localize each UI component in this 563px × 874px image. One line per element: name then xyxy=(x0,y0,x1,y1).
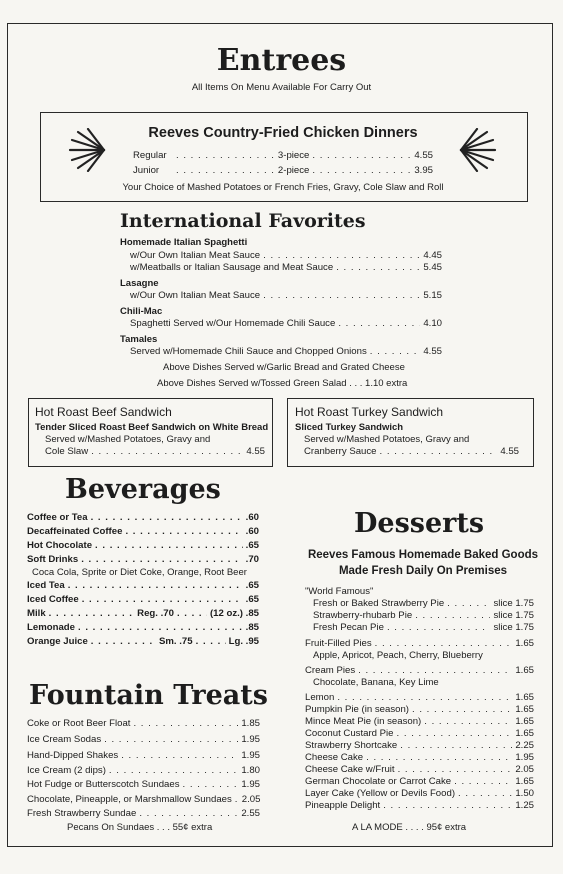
dessert-row xyxy=(305,776,534,787)
entrees-title: Entrees xyxy=(216,43,347,78)
lasagne-title: Lasagne xyxy=(120,278,159,289)
item-price: 5.45 xyxy=(423,262,442,273)
item-name: Strawberry Shortcake xyxy=(305,740,398,751)
roast-beef-line-1: Tender Sliced Roast Beef Sandwich on White Bread xyxy=(35,422,269,433)
carry-out-note: All Items On Menu Available For Carry Out xyxy=(191,82,372,93)
fountain-row xyxy=(27,779,260,790)
spaghetti-row-2 xyxy=(130,262,442,273)
item-name: German Chocolate or Carrot Cake xyxy=(305,776,452,787)
chicken-title: Reeves Country-Fried Chicken Dinners xyxy=(148,125,418,141)
item-price: 4.10 xyxy=(423,318,442,329)
item-name: Orange Juice xyxy=(27,636,88,647)
dessert-row xyxy=(313,610,534,621)
item-price: 5.15 xyxy=(423,290,442,301)
tamales-title: Tamales xyxy=(120,334,158,345)
soft-drinks-note: Coca Cola, Sprite or Diet Coke, Orange, Root Beer xyxy=(32,567,247,578)
pecans-note: Pecans On Sundaes . . . 55¢ extra xyxy=(67,822,213,833)
fountain-row xyxy=(27,734,260,745)
desserts-title: Desserts xyxy=(354,508,485,539)
item-name: Soft Drinks xyxy=(27,554,79,565)
fruit-pies-note: Apple, Apricot, Peach, Cherry, Blueberry xyxy=(313,650,483,661)
item-price: .65 xyxy=(245,540,259,551)
item-price: 1.65 xyxy=(515,665,534,676)
beverage-row xyxy=(27,540,259,551)
beverage-row xyxy=(27,554,259,565)
item-name: Spaghetti Served w/Our Homemade Chili Sauce xyxy=(130,318,336,329)
fountain-row xyxy=(27,750,260,761)
roast-beef-title: Hot Roast Beef Sandwich xyxy=(35,405,172,419)
item-name: Served w/Homemade Chili Sauce and Chopped Onions xyxy=(130,346,367,357)
chicken-row-junior xyxy=(133,165,433,176)
cream-pies-note: Chocolate, Banana, Key Lime xyxy=(313,677,439,688)
chilimac-title: Chili-Mac xyxy=(120,306,163,317)
item-price: 1.65 xyxy=(515,638,534,649)
dessert-row xyxy=(305,752,534,763)
item-price: 4.55 xyxy=(500,446,519,457)
item-price: .60 xyxy=(245,526,259,537)
international-note-2: Above Dishes Served w/Tossed Green Salad . . . 1.10 extra xyxy=(157,378,408,389)
item-price: slice 1.75 xyxy=(493,610,534,621)
roast-turkey-line-1: Sliced Turkey Sandwich xyxy=(295,422,404,433)
international-note-1: Above Dishes Served w/Garlic Bread and Grated Cheese xyxy=(163,362,405,373)
dessert-row xyxy=(305,716,534,727)
item-price: 1.50 xyxy=(515,788,534,799)
item-name: Milk xyxy=(27,608,46,619)
fountain-title: Fountain Treats xyxy=(29,680,268,711)
item-name: Cranberry Sauce xyxy=(304,446,377,457)
item-price: 1.65 xyxy=(515,728,534,739)
item-price: 1.95 xyxy=(241,734,260,745)
item-price: 1.95 xyxy=(241,779,260,790)
item-price-large: (12 oz.) .85 xyxy=(209,608,259,619)
item-price-large: Lg. .95 xyxy=(228,636,259,647)
spaghetti-row-1 xyxy=(130,250,442,261)
fountain-row xyxy=(27,718,260,729)
beverage-row xyxy=(27,594,259,605)
item-price: 3.95 xyxy=(414,165,433,176)
beverage-row xyxy=(27,622,259,633)
item-name: Ice Cream (2 dips) xyxy=(27,765,106,776)
item-name: w/Our Own Italian Meat Sauce xyxy=(130,290,261,301)
dessert-row xyxy=(305,788,534,799)
spaghetti-title: Homemade Italian Spaghetti xyxy=(120,237,248,248)
world-famous-title: "World Famous" xyxy=(305,586,374,597)
item-price: 4.45 xyxy=(423,250,442,261)
dessert-row xyxy=(305,800,534,811)
item-name: Cream Pies xyxy=(305,665,356,676)
item-name: Mince Meat Pie (in season) xyxy=(305,716,422,727)
dessert-row xyxy=(313,598,534,609)
item-price: 1.95 xyxy=(515,752,534,763)
item-name: Pineapple Delight xyxy=(305,800,381,811)
item-name: Hot Chocolate xyxy=(27,540,93,551)
desserts-subtitle-2: Made Fresh Daily On Premises xyxy=(338,565,508,577)
beverage-row-oj xyxy=(27,636,259,647)
item-price: .70 xyxy=(245,554,259,565)
fountain-row xyxy=(27,808,260,819)
chicken-row-regular xyxy=(133,150,433,161)
dessert-row xyxy=(305,740,534,751)
dessert-row xyxy=(313,622,534,633)
beverage-row-milk xyxy=(27,608,259,619)
lasagne-row xyxy=(130,290,442,301)
tamales-row xyxy=(130,346,442,357)
chilimac-row xyxy=(130,318,442,329)
item-price: 4.55 xyxy=(414,150,433,161)
item-price: 1.65 xyxy=(515,692,534,703)
dessert-row xyxy=(305,692,534,703)
item-name: Cheese Cake xyxy=(305,752,364,763)
item-name: Strawberry-rhubarb Pie xyxy=(313,610,413,621)
item-price-reg: Reg. .70 xyxy=(137,608,174,619)
item-price: 2.05 xyxy=(515,764,534,775)
item-price: 1.80 xyxy=(241,765,260,776)
item-name: Coke or Root Beer Float xyxy=(27,718,131,729)
item-price: .60 xyxy=(245,512,259,523)
roast-turkey-line-2: Served w/Mashed Potatoes, Gravy and xyxy=(304,434,470,445)
item-price: 1.65 xyxy=(515,704,534,715)
item-name: Hand-Dipped Shakes xyxy=(27,750,119,761)
item-price: 1.85 xyxy=(241,718,260,729)
item-name: Chocolate, Pineapple, or Marshmallow Sundaes xyxy=(27,794,232,805)
item-name: Fresh Strawberry Sundae xyxy=(27,808,137,819)
item-name: Fresh Pecan Pie xyxy=(313,622,384,633)
item-name: w/Our Own Italian Meat Sauce xyxy=(130,250,261,261)
beverages-title: Beverages xyxy=(65,474,221,505)
item-name: Ice Cream Sodas xyxy=(27,734,102,745)
item-price: .85 xyxy=(245,622,259,633)
beverage-row xyxy=(27,526,259,537)
roast-beef-price-row xyxy=(45,446,265,457)
dessert-row xyxy=(305,764,534,775)
item-pieces: 3-piece xyxy=(277,150,310,161)
item-pieces: 2-piece xyxy=(277,165,310,176)
item-price: slice 1.75 xyxy=(493,622,534,633)
item-price: slice 1.75 xyxy=(493,598,534,609)
dessert-row xyxy=(305,728,534,739)
item-name: Layer Cake (Yellow or Devils Food) xyxy=(305,788,456,799)
item-price-small: Sm. .75 xyxy=(159,636,193,647)
item-price: 1.65 xyxy=(515,716,534,727)
item-name: Decaffeinated Coffee xyxy=(27,526,123,537)
item-name: Junior xyxy=(133,165,160,176)
fountain-row xyxy=(27,765,260,776)
item-name: Cheese Cake w/Fruit xyxy=(305,764,395,775)
item-name: Iced Coffee xyxy=(27,594,79,605)
fountain-row xyxy=(27,794,260,805)
item-name: Lemon xyxy=(305,692,335,703)
roast-beef-line-2: Served w/Mashed Potatoes, Gravy and xyxy=(45,434,211,445)
item-name: Hot Fudge or Butterscotch Sundaes xyxy=(27,779,180,790)
item-price: 2.25 xyxy=(515,740,534,751)
beverage-row xyxy=(27,580,259,591)
item-name: Fruit-Filled Pies xyxy=(305,638,372,649)
item-name: Coffee or Tea xyxy=(27,512,88,523)
roast-turkey-title: Hot Roast Turkey Sandwich xyxy=(295,405,444,419)
item-price: 2.55 xyxy=(241,808,260,819)
item-name: Fresh or Baked Strawberry Pie xyxy=(313,598,445,609)
dessert-row xyxy=(305,704,534,715)
item-name: Cole Slaw xyxy=(45,446,89,457)
item-name: Lemonade xyxy=(27,622,75,633)
desserts-subtitle-1: Reeves Famous Homemade Baked Goods xyxy=(307,549,539,561)
item-price: 1.95 xyxy=(241,750,260,761)
item-name: w/Meatballs or Italian Sausage and Meat Sauce xyxy=(130,262,334,273)
item-name: Iced Tea xyxy=(27,580,65,591)
item-price: .65 xyxy=(245,580,259,591)
item-name: Coconut Custard Pie xyxy=(305,728,394,739)
roast-turkey-price-row xyxy=(304,446,519,457)
international-title: International Favorites xyxy=(120,210,366,232)
item-price: 2.05 xyxy=(241,794,261,805)
item-name: Regular xyxy=(133,150,167,161)
dessert-row-cream xyxy=(305,665,534,676)
dessert-row-fruit xyxy=(305,638,534,649)
item-price: 1.25 xyxy=(515,800,534,811)
chicken-note: Your Choice of Mashed Potatoes or French Fries, Gravy, Cole Slaw and Roll xyxy=(122,182,444,193)
item-price: 1.65 xyxy=(515,776,534,787)
a-la-mode-note: A LA MODE . . . . 95¢ extra xyxy=(352,822,467,833)
beverage-row xyxy=(27,512,259,523)
item-price: 4.55 xyxy=(423,346,442,357)
item-name: Pumpkin Pie (in season) xyxy=(305,704,409,715)
item-price: 4.55 xyxy=(246,446,265,457)
item-price: .65 xyxy=(245,594,259,605)
